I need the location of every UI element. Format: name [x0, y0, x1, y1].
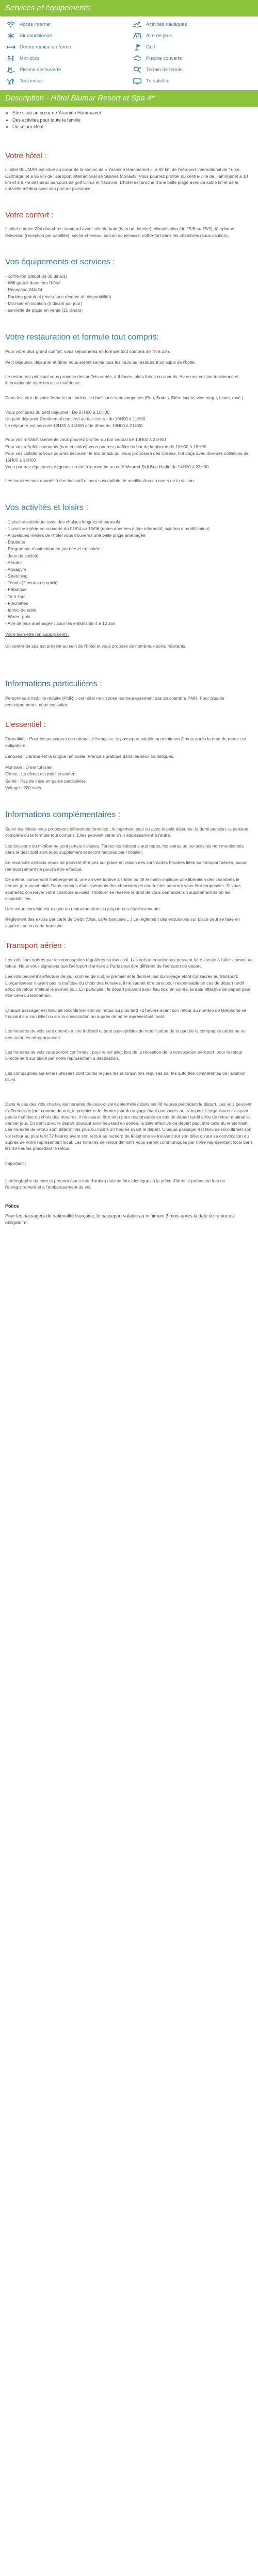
list-item: - Tennis (2 courts en quick): [5, 580, 58, 586]
golf-icon: [132, 44, 143, 51]
equipment-heading: Vos équipements et services :: [5, 257, 115, 266]
hotel-text: L'hôtel BLUMAR est situé au cœur de la station de « Yasmine Hammamet », à 65 km de l'aéroport international de Tunis-Carthage, et à 85 km de l'aéroport international de Skanes Monastir. Vous pourrez profiter du centre-ville de Hammamet à 10 km et à 9 km des deux parcours de golf Citrus et Yasmine. L'hôtel est proche d'une belle plage avec du sable fin et de la nouvelle médina avec son port de plaisance.: [5, 167, 248, 192]
catering-bars: [5, 436, 253, 470]
all-inclusive-icon: [5, 78, 17, 85]
transport-important: Important :: [5, 1160, 26, 1166]
service-label: Tout inclus: [20, 78, 43, 84]
catering-hours: [5, 409, 253, 430]
equipment-list: [5, 273, 253, 314]
list-item: - Mini-bar en location (5 dinars par jour): [5, 300, 82, 306]
hotel-heading: Votre hôtel :: [5, 151, 47, 160]
service-item: [5, 54, 126, 63]
complementary-heading: Informations complémentaires :: [5, 810, 121, 819]
service-item: [132, 42, 253, 52]
highlight-item: • Un séjour idéal: [12, 124, 252, 131]
service-label: Golf: [146, 44, 155, 50]
list-item: - Water- polo: [5, 614, 30, 620]
list-item: Langues : L'arabe est la langue nationale. Français pratiqué dans les lieux touristiques.: [5, 754, 174, 759]
description-heading: Description - Hôtel Blumar Resort et Spa 4*: [0, 90, 258, 107]
swimmer-icon: [132, 21, 143, 28]
complementary-text: Règlement des extras par carte de crédit (Visa, carte bancaire ...) Le règlement des excursions sur place peut se faire en espèces ou en carte bancaire.: [5, 917, 240, 928]
service-item: [132, 65, 253, 75]
complementary-text: De même, concernant l'hébergement, une arrivée tardive à l'hôtel ou tôt le matin implique une libération des chambres le dernier jour avant midi. Dans certains établissements des chambres de courtoisies pourront vous être proposées. Si vous souhaitez conserver votre chambre au-delà, l'hôtelier se réserve le droit de vous demander un supplément selon les disponibilités.: [5, 876, 241, 901]
service-label: Activités nautiques: [146, 21, 187, 27]
list-item: Santé : Pas de mise en garde particulière.: [5, 778, 87, 784]
list-item: - 1 piscine extérieure avec des chaises longues et parasols: [5, 519, 120, 524]
complementary-text: Selon les hôtels nous proposons différentes formules : le logement seul ou avec le petit déjeuner, la demi pension, la pension complète ou la formule tout compris. Elles peuvent varier d'un établissement à l'autre.: [5, 826, 248, 838]
service-item: [5, 20, 126, 29]
service-label: Centre remise en forme: [20, 44, 71, 50]
highlight-item: • Des activités pour toute la famille: [12, 117, 252, 124]
list-item: - Tir à l'arc: [5, 594, 26, 599]
comfort-text: L'hôtel compte 204 chambres standard avec salle de bain (bain ou douche), climatisation (du 15/6 au 15/9), téléphone, télévision (réception par satellite), sèche-cheveux, balcon ou terrasse, coffre-fort dans les chambres (sous caution).: [5, 226, 236, 238]
essential-heading: L'essentiel :: [5, 720, 46, 729]
list-item: - Boutique: [5, 539, 25, 545]
kids-icon: [5, 55, 17, 62]
highlights-list: [0, 107, 258, 136]
list-item: - Aire de jeux aménagée : pour les enfants de 4 à 12 ans: [5, 621, 116, 626]
list-item: - Aquagym: [5, 566, 26, 572]
wifi-icon: [5, 21, 17, 28]
tennis-icon: [132, 66, 143, 74]
service-item: [132, 31, 253, 41]
service-label: Piscine découverte: [20, 66, 61, 73]
list-item: Pour vos rafraîchissements vous pourrez profiter du bar central de 10H00 à 23H00: [5, 437, 166, 443]
list-item: Un petit déjeuner Continental est servi au bar central de 10H00 à 11H00.: [5, 416, 147, 422]
list-item: - serviette de plage en vente (15 dinars): [5, 307, 83, 313]
activities-list: [5, 519, 253, 628]
list-item: Vous pourrez également déguster un thé à la menthe au café Mourad Sidi Bou Hadid de 14H00 à 23H00.: [5, 464, 210, 470]
service-label: Tv satellite: [146, 78, 170, 84]
catering-text: Le restaurant principal vous propose des buffets variés, à thèmes, plats froids ou chauds. Avec une cuisine tunisienne et internationale avec terrasse extérieure.: [5, 374, 239, 386]
list-item: - Wifi gratuit dans tout l'hôtel: [5, 280, 60, 286]
list-item: - Jeux de société: [5, 553, 39, 558]
transport-text: Les vols peuvent s'effectuer de jour comme de nuit, le premier et le dernier jour du voyage étant consacrés au transport. L'organisateur n'ayant pas la maîtrise du choix des horaires, il ne saurait être tenu pour responsable en cas de départ tardif et/ou de retour matinal le dernier jour. En particulier, le départ pouvant avoir lieu tard en soirée, la date effective de départ peut être celle du lendemain.: [5, 974, 251, 998]
services-grid: [0, 16, 258, 90]
description-content: [0, 150, 258, 1226]
list-item: - Pétanque: [5, 587, 27, 592]
list-item: - tennis de table: [5, 607, 37, 613]
service-label: Piscine couverte: [146, 55, 182, 61]
snowflake-icon: [5, 32, 17, 40]
transport-text: Dans le cas des vols charter, les horaires de ceux-ci sont déterminés dans les 48 heures précédant le départ. Les vols peuvent s'effectuer de jour comme de nuit, le premier et le dernier jour du voyage étant consacrés au transport. L'organisateur n'ayant pas la maîtrise du choix des horaires, il ne saurait être tenu pour responsable en cas de départ tardif et/ou de retour matinal le dernier jour. En particulier, le départ pouvant avoir lieu tard en soirée, la date effective de départ peut être celle du lendemain. Les horaires de retour sont déterminés plus ou moins 24 heures avant le départ. Chaque passager est tenu de reconfirmer son vol retour au plus tard 72 heures avant son retour au numéro de téléphone se trouvant sur son billet ou sur sa convocation ou auprès de notre représentant local. Les horaires de retour définitifs vous seront communiqués par notre représentant local dans les 48 heures précédant le retour.: [5, 1101, 253, 1151]
complementary-text: En revanche certains repas ne peuvent être pris sur place en raison des contraintes horaires liées au transport aérien, aucun remboursement ne pourra être effectué.: [5, 860, 248, 872]
transport-text: Les horaires de vols vous seront confirmés : pour le vol aller, lors de la réception de la convocation aéroport, pour le retour directement sur place par notre représentant à destination.: [5, 1049, 243, 1061]
highlight-item: • Etre situé au cœur de Yasmine Hammamet: [12, 110, 252, 117]
transport-heading: Transport aérien :: [5, 941, 66, 951]
essential-list: [5, 736, 253, 791]
service-label: Aire de jeux: [146, 32, 172, 39]
transport-text: Les horaires de vols sont donnés à titre indicatif et sont susceptibles de modification de la part de la compagnie aérienne ou des autorités aéroportuaires.: [5, 1028, 246, 1040]
service-item: [5, 42, 126, 52]
service-label: Air conditionné: [20, 32, 52, 39]
list-item: Voltage : 220 volts.: [5, 785, 42, 790]
complementary-text: Les boissons du minibar ne sont jamais incluses. Toutes les boissons aux repas, les extras ou les activités non mentionnés dans le descriptif sont avec supplément et seront facturés par l'hôtelier.: [5, 843, 244, 855]
service-item: [5, 65, 126, 75]
catering-text: Pour votre plus grand confort, vous séjournerez en formule tout compris de 7h à 23h.: [5, 349, 170, 354]
list-item: - Programme d'animation en journée et en soirée :: [5, 546, 103, 552]
transport-text: Les compagnies aériennes utilisées sont toutes reçues les autorisations requises par les autorités compétentes de l'aviation civile.: [5, 1070, 246, 1082]
indoor-pool-icon: [132, 55, 143, 62]
spa-text: Un centre de spa est présent au sein de l'hôtel et vous propose de nombreux soins relaxants.: [5, 643, 187, 649]
list-item: - coffre-fort (dépôt de 30 dinars): [5, 274, 67, 279]
dumbbell-icon: [5, 44, 17, 51]
catering-text: Dans le cadre de votre formule tout inclus, les boissons sont comprises (Eau, Sodas, Bière locale, vins rouge, blanc, rosé.): [5, 395, 244, 400]
service-item: [5, 31, 126, 41]
list-item: Pour vos collations vous pourrez découvrir le Bio Snack qui vous proposera des Crêpes, hot dogs avec diverses collations de 15H00 à 18H00: [5, 450, 249, 463]
transport-text: Les vols sont opérés par les compagnies régulières ou low cost. Les vols internationaux peuvent faire escale à l'aller comme au retour. Nous vous signalons que l'aéroport d'arrivée à Paris peut être différent de l'aéroport de départ.: [5, 957, 253, 969]
playground-icon: [132, 32, 143, 40]
service-item: [5, 76, 126, 86]
page: [0, 0, 258, 1236]
activities-heading: Vos activités et loisirs :: [5, 503, 88, 512]
comfort-heading: Votre confort :: [5, 210, 54, 219]
police-text: Pour les passagers de nationalité française, le passeport valable au minimum 3 mois après la date de retour est obligatoire.: [5, 1213, 235, 1225]
complementary-text: Une tenue correcte est exigée au restaurant dans la plupart des établissements.: [5, 906, 161, 912]
service-item: [132, 76, 253, 86]
list-item: - A quelques mètres de l'hôtel vous trouverez une belle plage aménagée: [5, 533, 146, 538]
list-item: - Réception 24h/24: [5, 287, 42, 293]
particular-text: Personnes à mobilité réduite (PMR) : cet hôtel ne dispose malheureusement pas de chambre PMR. Pour plus de renseignements, nous consulter.: [5, 696, 224, 707]
list-item: - Fléchettes: [5, 600, 28, 606]
particular-heading: Informations particulières :: [5, 680, 102, 689]
list-item: Le déjeuner est servi de 12H30 à 14H00 et le dîner de 19H00 à 21H00: [5, 423, 143, 429]
list-item: Vous profiterez du petit déjeuner : De 07H00 à 10H00: [5, 409, 110, 415]
police-heading: Police: [5, 1203, 19, 1209]
transport-text: Chaque passager est tenu de reconfirmer son vol retour au plus tard 72 heures avant son retour au numéro de téléphone se trouvant sur son billet ou sur la convocation ou auprès de notre représentant local.: [5, 1007, 247, 1020]
tv-icon: [132, 78, 143, 85]
catering-heading: Votre restauration et formule tout compris:: [5, 333, 159, 342]
list-item: - Stretching: [5, 573, 28, 579]
service-label: Mini club: [20, 55, 39, 61]
catering-text: Petit déjeuner, déjeuner et dîner vous seront servis tous les jours au restaurant principal de l'hôtel.: [5, 359, 196, 365]
list-item: - Parking gratuit et privé (sous réserve de disponibilité): [5, 294, 111, 299]
transport-text: L'orthographe du nom et prénom (sans trait d'union) doivent être identiques à la pièce d'identité présentée lors de l'enregistrement et à l'embarquement du vol.: [5, 1178, 225, 1190]
outdoor-pool-icon: [5, 66, 17, 74]
service-label: Accès internet: [20, 21, 51, 27]
list-item: Pour vos rafraîchissements (eau et sodas) vous pourrez profiter du bar de la piscine de 10H00 à 18H00: [5, 444, 206, 449]
service-item: [132, 20, 253, 29]
services-heading: Services et équipements: [0, 0, 258, 16]
list-item: Formalités : Pour les passagers de nationalité française, le passeport valable au minimum 3 mois après la date de retour est obligatoire.: [5, 736, 247, 748]
list-item: - Aérobic: [5, 560, 23, 565]
list-item: - 1 piscine intérieure couverte du 01/04 au 15/06 (dates données à titre informatif, sujettes à modification): [5, 526, 209, 531]
list-item: Monnaie : Dinar tunisien.: [5, 765, 54, 770]
spa-title: Votre bien-être (en supplément) :: [5, 632, 70, 637]
list-item: Climat : Le climat est méditerranéen.: [5, 771, 77, 777]
catering-note: Les horaires sont donnés à titre indicatif et sont susceptible de modification au cours de la saison.: [5, 478, 195, 484]
service-label: Terrain de tennis: [146, 66, 183, 73]
service-item: [132, 54, 253, 63]
